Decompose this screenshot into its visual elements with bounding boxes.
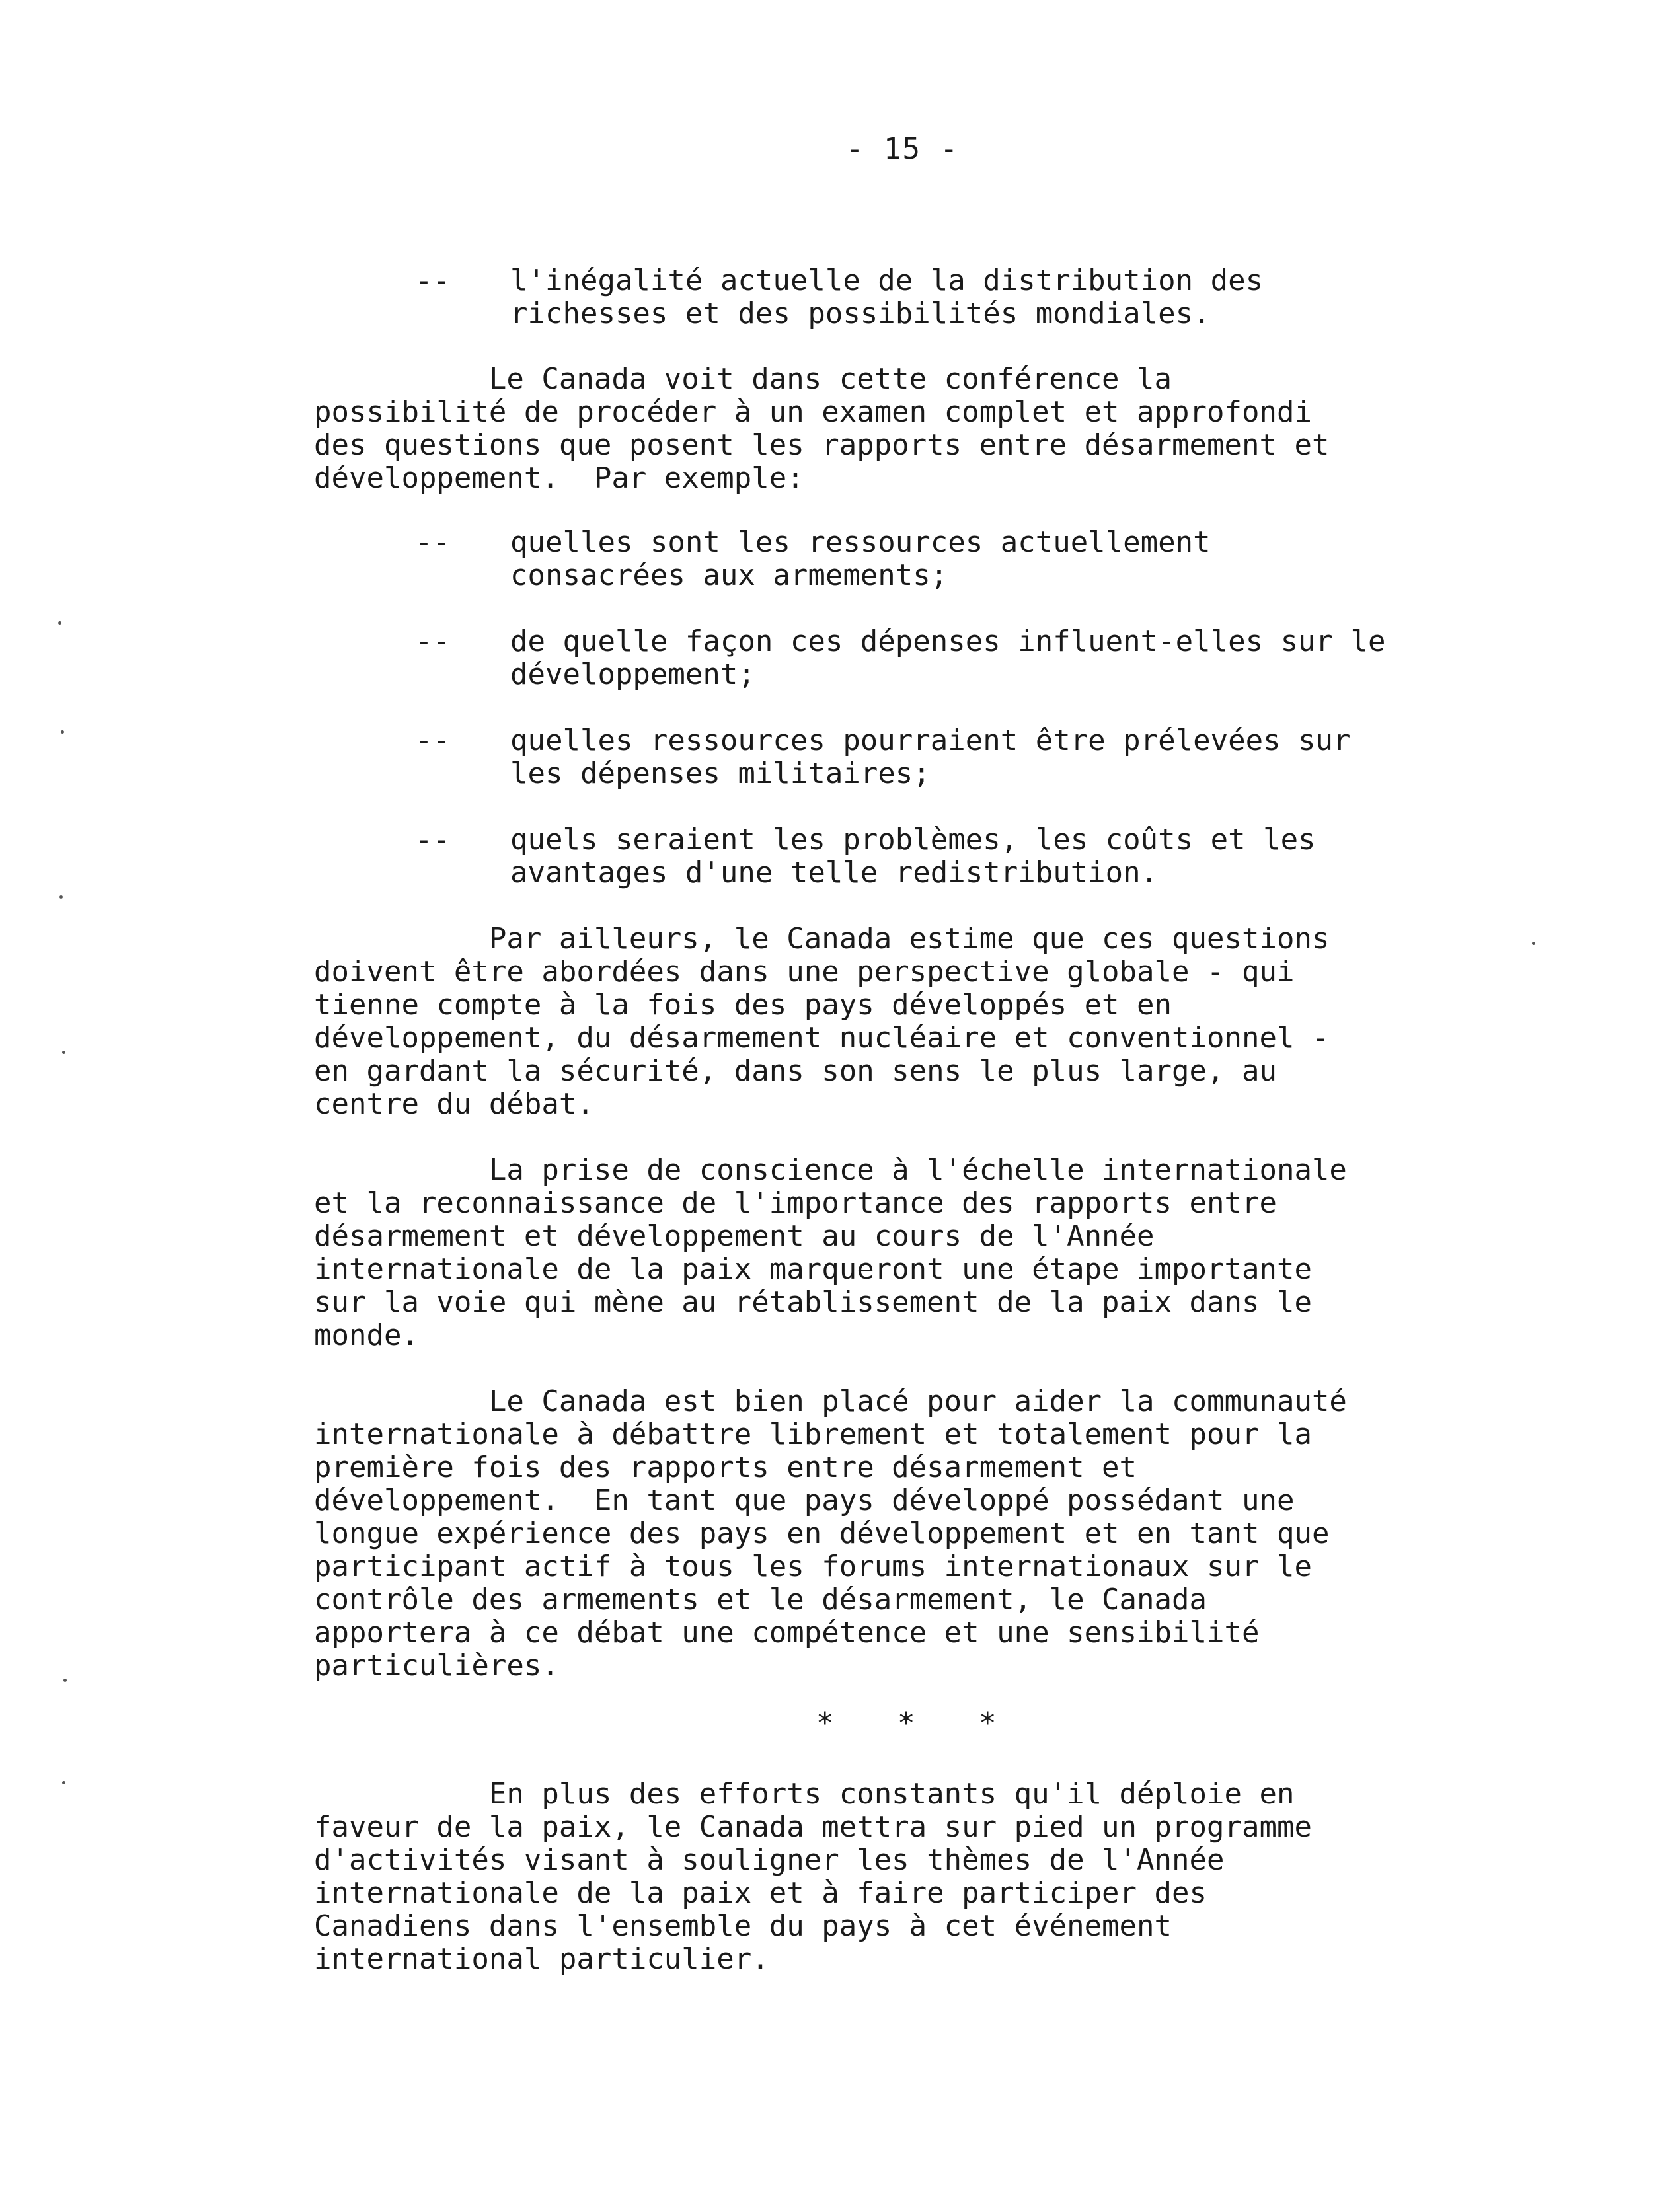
- bullet-dash: --: [415, 823, 450, 856]
- scan-speck: [62, 1781, 65, 1784]
- paragraph-line: développement. Par exemple:: [314, 461, 804, 495]
- bullet-line: les dépenses militaires;: [510, 757, 931, 790]
- bullet-dash: --: [415, 525, 450, 559]
- scan-speck: [62, 1051, 65, 1054]
- paragraph-line: Le Canada voit dans cette conférence la: [314, 362, 1172, 396]
- scan-speck: [63, 1679, 67, 1682]
- bullet-dash: --: [415, 264, 450, 297]
- paragraph-line: et la reconnaissance de l'importance des rapports entre: [314, 1186, 1277, 1220]
- paragraph-line: tienne compte à la fois des pays développés et en: [314, 988, 1172, 1022]
- bullet-line: quelles sont les ressources actuellement: [510, 525, 1211, 559]
- paragraph-line: apportera à ce débat une compétence et une sensibilité: [314, 1616, 1260, 1650]
- bullet-line: avantages d'une telle redistribution.: [510, 856, 1159, 890]
- paragraph: [314, 923, 1329, 1121]
- bullet-line: quels seraient les problèmes, les coûts et les: [510, 823, 1316, 856]
- bullet-line: richesses et des possibilités mondiales.: [510, 297, 1211, 330]
- scan-speck: [58, 621, 61, 625]
- bullet-text: [510, 526, 1211, 592]
- bullet-line: consacrées aux armements;: [510, 558, 948, 592]
- scan-speck: [1532, 942, 1535, 945]
- bullet-line: quelles ressources pourraient être prélevées sur: [510, 724, 1351, 757]
- paragraph-line: doivent être abordées dans une perspective globale - qui: [314, 955, 1295, 989]
- bullet-dash: --: [415, 724, 450, 757]
- scan-speck: [59, 895, 63, 899]
- bullet-line: de quelle façon ces dépenses influent-elles sur le: [510, 625, 1386, 658]
- paragraph-line: internationale de la paix et à faire participer des: [314, 1876, 1207, 1910]
- paragraph-line: des questions que posent les rapports entre désarmement et: [314, 428, 1330, 462]
- paragraph-line: particulières.: [314, 1649, 559, 1683]
- paragraph: [314, 363, 1329, 495]
- paragraph-line: d'activités visant à souligner les thèmes de l'Année: [314, 1843, 1225, 1877]
- paragraph-line: participant actif à tous les forums internationaux sur le: [314, 1550, 1312, 1583]
- bullet-text: [510, 625, 1386, 691]
- bullet-line: développement;: [510, 658, 755, 691]
- paragraph-line: sur la voie qui mène au rétablissement de la paix dans le: [314, 1285, 1312, 1319]
- paragraph-line: désarmement et développement au cours de l'Année: [314, 1219, 1155, 1253]
- bullet-text: [510, 724, 1351, 790]
- bullet-line: l'inégalité actuelle de la distribution des: [510, 264, 1264, 297]
- paragraph-line: développement, du désarmement nucléaire et conventionnel -: [314, 1021, 1330, 1055]
- paragraph-line: possibilité de procéder à un examen complet et approfondi: [314, 395, 1312, 429]
- paragraph-line: internationale à débattre librement et totalement pour la: [314, 1418, 1312, 1451]
- paragraph-line: centre du débat.: [314, 1087, 594, 1121]
- bullet-text: [510, 823, 1316, 890]
- scan-speck: [61, 730, 64, 734]
- paragraph-line: longue expérience des pays en développement et en tant que: [314, 1517, 1330, 1550]
- paragraph-line: faveur de la paix, le Canada mettra sur pied un programme: [314, 1810, 1312, 1844]
- paragraph-line: première fois des rapports entre désarmement et: [314, 1451, 1137, 1484]
- paragraph-line: Le Canada est bien placé pour aider la communauté: [314, 1384, 1347, 1418]
- paragraph-line: international particulier.: [314, 1942, 769, 1976]
- bullet-text: [510, 264, 1263, 330]
- paragraph-line: Canadiens dans l'ensemble du pays à cet événement: [314, 1909, 1172, 1943]
- paragraph-line: Par ailleurs, le Canada estime que ces questions: [314, 922, 1330, 956]
- paragraph-line: internationale de la paix marqueront une étape importante: [314, 1252, 1312, 1286]
- paragraph-line: développement. En tant que pays développé possédant une: [314, 1484, 1295, 1517]
- page-number: - 15 -: [846, 132, 959, 166]
- paragraph: [314, 1778, 1312, 1976]
- section-separator: * * *: [816, 1706, 997, 1740]
- bullet-dash: --: [415, 625, 450, 658]
- paragraph-line: En plus des efforts constants qu'il déploie en: [314, 1777, 1295, 1811]
- paragraph: [314, 1154, 1347, 1352]
- paragraph-line: monde.: [314, 1318, 419, 1352]
- paragraph-line: en gardant la sécurité, dans son sens le plus large, au: [314, 1054, 1277, 1088]
- paragraph-line: La prise de conscience à l'échelle internationale: [314, 1153, 1347, 1187]
- paragraph-line: contrôle des armements et le désarmement, le Canada: [314, 1583, 1207, 1616]
- paragraph: [314, 1385, 1347, 1683]
